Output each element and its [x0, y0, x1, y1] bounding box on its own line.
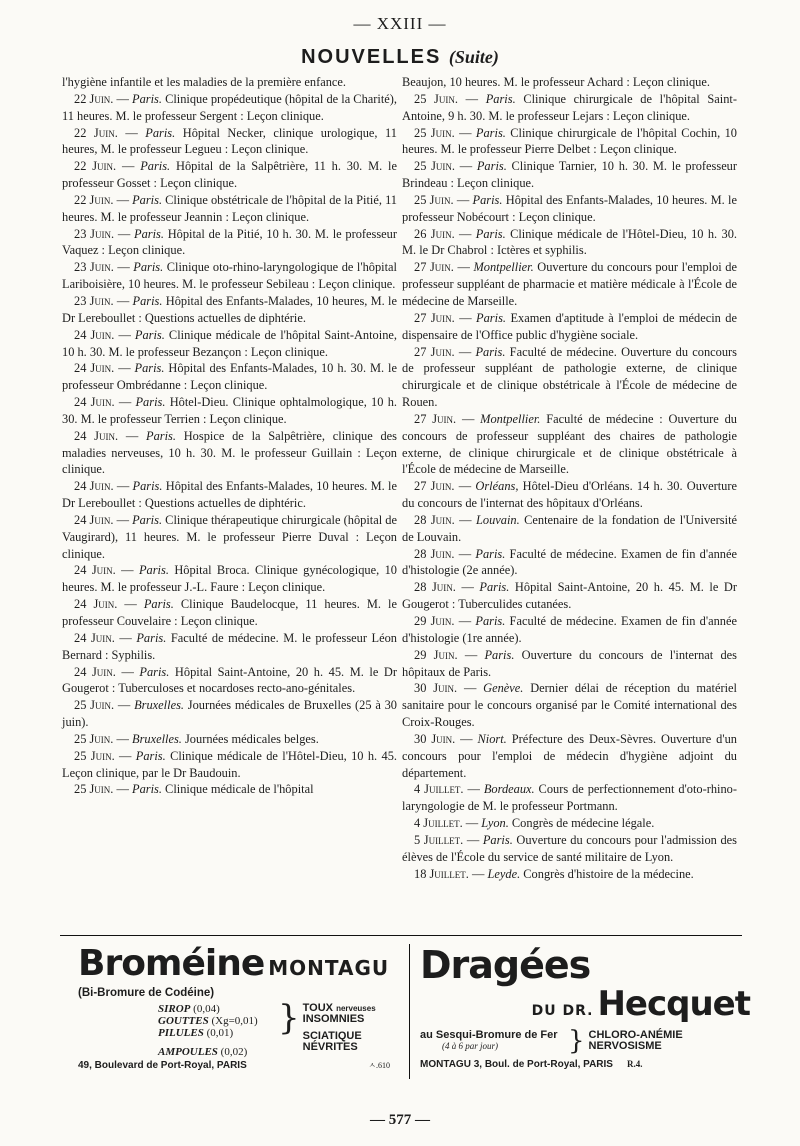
entry-date: 28 Juin.: [414, 580, 456, 595]
news-entry: 24 Juin. — Paris. Hôpital des Enfants-Malades, 10 heures. M. le Dr Lereboullet : Questions actuelles de diphtéric.: [62, 479, 397, 511]
entry-date: 24 Juin.: [74, 327, 115, 342]
form-ampoules: AMPOULES (0,02): [158, 1046, 248, 1058]
indication-sciatique: SCIATIQUE: [302, 1030, 362, 1042]
entry-text: Clinique chirurgicale de l'hôpital Saint-Antoine, 9 h. 30. M. le professeur Lejars : Leçon clinique.: [402, 91, 737, 123]
entry-city: Bruxelles.: [132, 731, 182, 746]
advert-divider: [409, 944, 410, 1079]
entry-city: Paris.: [135, 395, 166, 410]
entry-text: Clinique Tarnier, 10 h. 30. M. le professeur Brindeau : Leçon clinique.: [402, 159, 738, 191]
entry-date: 23 Juin.: [74, 293, 114, 308]
form-gouttes: GOUTTES (Xg=0,01): [158, 1015, 258, 1027]
advert-dragees-address: MONTAGU 3, Boul. de Port-Royal, PARIS: [420, 1059, 613, 1070]
entry-text: Ouverture du concours de l'internat des hôpitaux de Paris.: [402, 647, 738, 679]
entry-text: Hôtel-Dieu. Clinique ophtalmologique, 10 h. 30. M. le professeur Terrien : Leçon clinique.: [62, 395, 397, 426]
news-entry: 23 Juin. — Paris. Hôpital de la Pitié, 10 h. 30. M. le professeur Vaquez : Leçon clinique.: [62, 226, 398, 258]
entry-date: 22 Juin.: [74, 91, 114, 106]
indication-nevrites: NÉVRITES: [302, 1041, 358, 1053]
entry-date: 22 Juin.: [74, 159, 117, 174]
entry-date: 23 Juin.: [74, 260, 114, 275]
entry-date: 24 Juin.: [74, 361, 115, 376]
advert-dragees-doctor: Hecquet: [597, 984, 750, 1024]
news-entry: 29 Juin. — Paris. Faculté de médecine. Examen de fin d'année d'histologie (1re année).: [402, 614, 737, 645]
news-entry: 25 Juin. — Bruxelles. Journées médicales belges.: [74, 731, 319, 746]
entry-text: Faculté de médecine. Examen de fin d'année d'histologie (2e année).: [402, 546, 737, 578]
entry-text: Journées médicales de Bruxelles (25 à 30 juin).: [62, 698, 398, 730]
entry-city: Paris.: [475, 546, 506, 561]
entry-text: Hôpital des Enfants-Malades, 10 heures. M. le Dr Lereboullet : Questions actuelles de diphtéric.: [62, 479, 397, 511]
entry-city: Paris.: [132, 512, 163, 527]
entry-date: 5 Juillet.: [414, 832, 464, 847]
entry-text: Clinique oto-rhino-laryngologique de l'hôpital Lariboisière, 10 heures. M. le professeur Sebileau : Leçon clinique.: [62, 260, 398, 292]
entry-text: l'hygiène infantile et les maladies de la première enfance.: [62, 75, 346, 89]
entry-date: 27 Juin.: [414, 260, 454, 275]
entry-text: Faculté de médecine : Ouverture du concours de professeur suppléant des chaires de pathologie externe, de clinique chirurgicale et de clinique obstétricale à l'École de médecine de Marseille.: [402, 411, 737, 477]
news-entry: 25 Juin. — Paris. Clinique médicale de l'Hôtel-Dieu, 10 h. 45. Leçon clinique, par le Dr Baudouin.: [62, 748, 397, 780]
entry-date: 27 Juin.: [414, 479, 455, 494]
entry-date: 22 Juin.: [74, 192, 114, 207]
entry-date: 27 Juin.: [414, 310, 455, 325]
entry-city: Paris.: [476, 159, 507, 174]
entry-text: Préfecture des Deux-Sèvres. Ouverture d'un concours pour l'emploi de médecin d'hygiène adjoint du département.: [402, 731, 738, 780]
news-entry: 22 Juin. — Paris. Clinique obstétricale de l'hôpital de la Pitié, 11 heures. M. le professeur Jeannin : Leçon clinique.: [62, 192, 398, 224]
heading-suite: (Suite): [448, 47, 499, 67]
entry-text: Clinique obstétricale de l'hôpital de la Pitié, 11 heures. M. le professeur Jeannin : Leçon clinique.: [62, 192, 398, 224]
entry-date: 26 Juin.: [414, 226, 455, 241]
entry-text: Hôpital de la Salpêtrière, 11 h. 30. M. le professeur Gosset : Leçon clinique.: [62, 159, 397, 191]
news-entry: 28 Juin. — Paris. Faculté de médecine. Examen de fin d'année d'histologie (2e année).: [402, 546, 737, 578]
news-entry: 25 Juin. — Paris. Hôpital des Enfants-Malades, 10 heures. M. le professeur Nobécourt : Leçon clinique.: [402, 192, 737, 224]
entry-city: Paris.: [479, 580, 510, 595]
entry-date: 27 Juin.: [414, 344, 455, 359]
entry-text: Beaujon, 10 heures. M. le professeur Achard : Leçon clinique.: [402, 75, 710, 89]
entry-text: Faculté de médecine. M. le professeur Léon Bernard : Syphilis.: [62, 630, 398, 662]
entry-date: 25 Juin.: [74, 748, 115, 763]
brace-glyph: }: [278, 998, 300, 1038]
news-entry: [62, 74, 397, 91]
entry-city: Lyon.: [481, 816, 509, 831]
entry-date: 4 Juillet.: [414, 816, 463, 831]
entry-city: Paris.: [132, 192, 163, 207]
news-entry: 25 Juin. — Bruxelles. Journées médicales de Bruxelles (25 à 30 juin).: [62, 698, 398, 730]
news-entry: 25 Juin. — Paris. Clinique chirurgicale de l'hôpital Cochin, 10 heures. M. le professeur Pierre Delbet : Leçon clinique.: [402, 125, 737, 157]
entry-date: 30 Juin.: [414, 731, 456, 746]
page-number: — 577 —: [370, 1112, 430, 1128]
entry-city: Bordeaux.: [483, 782, 535, 797]
news-entry: 5 Juillet. — Paris. Ouverture du concours pour l'admission des élèves de l'École du service de santé militaire de Lyon.: [402, 832, 737, 864]
entry-city: Paris.: [143, 597, 174, 612]
roman-page-number: — XXIII —: [353, 14, 447, 33]
advert-bromeine-forms: [158, 1003, 278, 1058]
advert-dragees-footer: [420, 1059, 750, 1070]
news-entry: 22 Juin. — Paris. Hôpital Necker, clinique urologique, 11 heures, M. le professeur Legueu : Leçon clinique.: [62, 125, 397, 157]
entry-city: Paris.: [139, 664, 170, 679]
advert-dragees-doctor-line: [420, 984, 750, 1024]
entry-text: Clinique Baudelocque, 11 heures. M. le professeur Couvelaire : Leçon clinique.: [62, 597, 397, 628]
entry-date: 28 Juin.: [414, 512, 455, 527]
advert-dragees-composition: au Sesqui-Bromure de Fer: [420, 1029, 558, 1041]
entry-date: 25 Juin.: [74, 782, 114, 797]
brace-glyph: }: [568, 1026, 585, 1056]
news-entry: 24 Juin. — Paris. Hôpital Saint-Antoine, 20 h. 45. M. le Dr Gougerot : Tuberculoses et nocardoses recto-ano-génitales.: [62, 664, 397, 696]
entry-city: Louvain.: [475, 512, 520, 527]
news-entry: 22 Juin. — Paris. Hôpital de la Salpêtrière, 11 h. 30. M. le professeur Gosset : Leçon clinique.: [62, 159, 397, 191]
entry-text: Ouverture du concours pour l'emploi de professeur suppléant de pharmacie et matière médicale à l'École de médecine de Marseille.: [402, 260, 738, 308]
news-entry: 25 Juin. — Paris. Clinique chirurgicale de l'hôpital Saint-Antoine, 9 h. 30. M. le professeur Lejars : Leçon clinique.: [402, 91, 737, 123]
advert-dragees-dose: (4 à 6 par jour): [442, 1041, 498, 1051]
entry-city: Leyde.: [487, 866, 521, 881]
entry-date: 25 Juin.: [74, 698, 115, 713]
entry-text: Hospice de la Salpêtrière, clinique des maladies nerveuses, 10 h. 30. M. le professeur Guillain : Leçon clinique.: [62, 428, 397, 477]
entry-text: Faculté de médecine. Examen de fin d'année d'histologie (1re année).: [402, 614, 737, 645]
news-entry: 25 Juin. — Paris. Clinique médicale de l'hôpital: [74, 782, 314, 797]
advert-dragees-composition-block: [420, 1026, 750, 1056]
news-entry: 23 Juin. — Paris. Clinique oto-rhino-laryngologique de l'hôpital Lariboisière, 10 heures. M. le professeur Sebileau : Leçon clinique.: [62, 260, 398, 292]
entry-date: 4 Juillet.: [414, 782, 464, 797]
entry-text: Hôpital de la Pitié, 10 h. 30. M. le professeur Vaquez : Leçon clinique.: [62, 226, 398, 258]
indication-toux: TOUX nerveuses: [302, 1002, 376, 1014]
entry-text: Congrès d'histoire de la médecine.: [520, 866, 694, 881]
entry-city: Paris.: [132, 479, 163, 494]
advert-dragees-code: R.4.: [626, 1059, 643, 1069]
entry-date: 24 Juin.: [74, 563, 116, 578]
news-entry: 27 Juin. — Montpellier. Faculté de médecine : Ouverture du concours de professeur suppléant des chaires de pathologie externe, de clinique chirurgicale et de clinique obstétricale à l'École de médecine de Marseille.: [402, 411, 737, 477]
indication-nervosisme: NERVOSISME: [588, 1040, 662, 1052]
entry-text: Clinique chirurgicale de l'hôpital Cochin, 10 heures. M. le professeur Pierre Delbet : Leçon clinique.: [402, 125, 737, 157]
entry-date: 28 Juin.: [414, 546, 455, 561]
advert-bromeine-subtitle: (Bi-Bromure de Codéine): [78, 987, 215, 999]
entry-city: Paris.: [485, 91, 516, 106]
news-entry: 24 Juin. — Paris. Clinique thérapeutique chirurgicale (hôpital de Vaugirard), 11 heures. M. le professeur Pierre Duval : Leçon clinique.: [62, 512, 397, 561]
news-entry: 4 Juillet. — Bordeaux. Cours de perfectionnement d'oto-rhino-laryngologie de M. le professeur Portmann.: [402, 782, 738, 814]
entry-text: Dernier délai de réception du matériel sanitaire pour le concours organisé par le Comité international des Croix-Rouges.: [402, 681, 737, 730]
entry-text: Examen d'aptitude à l'emploi de médecin de dispensaire de l'Office public d'hygiène sociale.: [402, 310, 737, 342]
entry-date: 23 Juin.: [74, 226, 115, 241]
entry-city: Paris.: [482, 832, 513, 847]
entry-text: Hôtel-Dieu d'Orléans. 14 h. 30. Ouverture du concours de l'internat des hôpitaux d'Orléans.: [402, 479, 738, 511]
entry-city: Montpellier.: [473, 260, 534, 275]
entry-text: Clinique médicale de l'Hôtel-Dieu, 10 h. 45. Leçon clinique, par le Dr Baudouin.: [62, 748, 397, 780]
entry-date: 24 Juin.: [74, 512, 114, 527]
advert-dragees-brand: Dragées: [420, 943, 591, 987]
advert-bromeine: [78, 944, 400, 1079]
entry-text: Centenaire de la fondation de l'Université de Louvain.: [402, 512, 738, 544]
entry-date: 29 Juin.: [414, 614, 455, 628]
news-entry: 28 Juin. — Paris. Hôpital Saint-Antoine, 20 h. 45. M. le Dr Gougerot : Tuberculides cutanées.: [402, 580, 737, 612]
entry-city: Paris.: [132, 91, 162, 106]
entry-date: 27 Juin.: [414, 411, 457, 426]
news-entry: 24 Juin. — Paris. Clinique médicale de l'hôpital Saint-Antoine, 10 h. 30. M. le professeur Bezançon : Leçon clinique.: [62, 327, 397, 359]
entry-city: Paris.: [475, 226, 506, 241]
news-entry: [402, 74, 737, 91]
entry-text: Clinique propédeutique (hôpital de la Charité), 11 heures. M. le professeur Sergent : Leçon clinique.: [62, 91, 398, 123]
entry-text: Cours de perfectionnement d'oto-rhino-laryngologie de M. le professeur Portmann.: [402, 782, 738, 814]
entry-text: Faculté de médecine. Ouverture du concours de professeur suppléant de pathologie externe, de clinique chirurgicale et de clinique obstétricale à l'École de médecine de Rouen.: [402, 344, 738, 410]
entry-date: 18 Juillet.: [414, 866, 469, 881]
entry-city: Orléans,: [475, 479, 519, 494]
entry-city: Paris.: [133, 260, 164, 275]
entry-city: Paris.: [134, 361, 165, 376]
entry-date: 24 Juin.: [74, 479, 114, 494]
right-column: [402, 74, 737, 883]
entry-text: Ouverture du concours pour l'admission des élèves de l'École du service de santé militaire de Lyon.: [402, 832, 737, 864]
entry-date: 29 Juin.: [414, 647, 458, 662]
news-entry: 23 Juin. — Paris. Hôpital des Enfants-Malades, 10 heures, M. le Dr Lereboullet : Questions actuelles de diphtérie.: [62, 293, 397, 325]
advert-bromeine-forms-block: [158, 998, 400, 1058]
advert-dragees-hecquet: [420, 944, 750, 1079]
entry-text: Hôpital des Enfants-Malades, 10 heures, M. le Dr Lereboullet : Questions actuelles de diphtérie.: [62, 293, 397, 325]
section-heading: [0, 46, 800, 69]
entry-text: Hôpital des Enfants-Malades, 10 heures. M. le professeur Nobécourt : Leçon clinique.: [402, 192, 737, 224]
news-entry: 22 Juin. — Paris. Clinique propédeutique (hôpital de la Charité), 11 heures. M. le professeur Sergent : Leçon clinique.: [62, 91, 398, 123]
entry-city: Bruxelles.: [134, 698, 184, 713]
entry-date: 22 Juin.: [74, 125, 118, 140]
form-sirop: SIROP (0,04): [158, 1003, 220, 1015]
advert-bromeine-indications: [278, 998, 376, 1058]
entry-text: Hôpital des Enfants-Malades, 10 h. 30. M. le professeur Ombrédanne : Leçon clinique.: [62, 361, 397, 393]
entry-city: Montpellier.: [480, 411, 541, 426]
news-entry: 30 Juin. — Genève. Dernier délai de réception du matériel sanitaire pour le concours organisé par le Comité international des Croix-Rouges.: [402, 681, 737, 730]
separator-rule: [60, 935, 742, 936]
advert-bromeine-maker: MONTAGU: [268, 956, 390, 980]
entry-city: Paris.: [134, 327, 165, 342]
entry-date: 25 Juin.: [414, 125, 455, 140]
entry-text: Hôpital Necker, clinique urologique, 11 heures, M. le professeur Legueu : Leçon clinique.: [62, 125, 397, 157]
entry-city: Paris.: [484, 647, 515, 662]
form-pilules: PILULES (0,01): [158, 1027, 234, 1039]
entry-text: Congrès de médecine légale.: [508, 816, 655, 831]
advert-bromeine-address: 49, Boulevard de Port-Royal, PARIS: [78, 1060, 247, 1071]
news-entry: 27 Juin. — Paris. Examen d'aptitude à l'emploi de médecin de dispensaire de l'Office public d'hygiène sociale.: [402, 310, 737, 342]
entry-text: Hôpital Saint-Antoine, 20 h. 45. M. le Dr Gougerot : Tuberculides cutanées.: [402, 580, 737, 612]
entry-city: Paris.: [136, 630, 167, 645]
news-entry: 24 Juin. — Paris. Hospice de la Salpêtrière, clinique des maladies nerveuses, 10 h. 30. M. le professeur Guillain : Leçon clinique.: [62, 428, 397, 477]
news-entry: 24 Juin. — Paris. Hôpital Broca. Clinique gynécologique, 10 heures. M. le professeur J.-L. Faure : Leçon clinique.: [62, 563, 397, 595]
news-entry: 29 Juin. — Paris. Ouverture du concours de l'internat des hôpitaux de Paris.: [402, 647, 738, 679]
entry-date: 24 Juin.: [74, 664, 116, 679]
entry-city: Paris.: [138, 563, 169, 578]
news-entry: 24 Juin. — Paris. Hôtel-Dieu. Clinique ophtalmologique, 10 h. 30. M. le professeur Terrien : Leçon clinique.: [62, 395, 397, 426]
entry-text: Hôpital Saint-Antoine, 20 h. 45. M. le Dr Gougerot : Tuberculoses et nocardoses recto-ano-génitales.: [62, 664, 397, 696]
news-entry: 24 Juin. — Paris. Faculté de médecine. M. le professeur Léon Bernard : Syphilis.: [62, 630, 398, 662]
entry-date: 25 Juin.: [414, 159, 456, 174]
entry-city: Paris.: [146, 428, 176, 443]
entry-text: Clinique médicale de l'hôpital Saint-Antoine, 10 h. 30. M. le professeur Bezançon : Leçon clinique.: [62, 327, 397, 359]
entry-city: Paris.: [475, 125, 506, 140]
entry-date: 24 Juin.: [74, 630, 115, 645]
entry-date: 24 Juin.: [74, 428, 119, 443]
entry-date: 25 Juin.: [414, 91, 458, 106]
indication-chloro-anemie: CHLORO-ANÉMIE: [588, 1029, 683, 1041]
entry-city: Paris.: [475, 614, 506, 628]
left-column: [62, 74, 397, 798]
entry-text: Clinique thérapeutique chirurgicale (hôpital de Vaugirard), 11 heures. M. le professeur Pierre Duval : Leçon clinique.: [62, 512, 397, 561]
news-entry: 24 Juin. — Paris. Clinique Baudelocque, 11 heures. M. le professeur Couvelaire : Leçon clinique.: [62, 597, 397, 628]
entry-city: Niort.: [477, 731, 507, 746]
entry-city: Genève.: [483, 681, 524, 696]
entry-date: 30 Juin.: [414, 681, 458, 696]
news-entry: 25 Juin. — Paris. Clinique Tarnier, 10 h. 30. M. le professeur Brindeau : Leçon clinique.: [402, 159, 738, 191]
news-entry: 26 Juin. — Paris. Clinique médicale de l'Hôtel-Dieu, 10 h. 30. M. le Dr Chabrol : Ictères et syphilis.: [402, 226, 737, 258]
news-entry: 30 Juin. — Niort. Préfecture des Deux-Sèvres. Ouverture d'un concours pour l'emploi de médecin d'hygiène adjoint du département.: [402, 731, 738, 780]
entry-city: Paris.: [132, 782, 162, 797]
news-entry: 28 Juin. — Louvain. Centenaire de la fondation de l'Université de Louvain.: [402, 512, 738, 544]
entry-date: 25 Juin.: [414, 192, 454, 207]
entry-city: Paris.: [132, 293, 163, 308]
news-entry: 27 Juin. — Orléans, Hôtel-Dieu d'Orléans. 14 h. 30. Ouverture du concours de l'internat des hôpitaux d'Orléans.: [402, 479, 738, 511]
entry-text: Journées médicales belges.: [181, 731, 319, 746]
entry-date: 24 Juin.: [74, 597, 118, 612]
entry-date: 25 Juin.: [74, 731, 114, 746]
entry-text: Clinique médicale de l'Hôtel-Dieu, 10 h. 30. M. le Dr Chabrol : Ictères et syphilis.: [402, 226, 737, 258]
news-entry: 4 Juillet. — Lyon. Congrès de médecine légale.: [414, 816, 655, 831]
heading-title: NOUVELLES: [301, 46, 442, 68]
news-entry: 18 Juillet. — Leyde. Congrès d'histoire de la médecine.: [414, 866, 694, 881]
advert-dragees-du-dr: DU DR.: [531, 1003, 594, 1019]
entry-date: 24 Juin.: [74, 395, 115, 410]
advert-bromeine-footer: [78, 1060, 390, 1071]
entry-city: Paris.: [140, 159, 171, 174]
news-entry: 27 Juin. — Montpellier. Ouverture du concours pour l'emploi de professeur suppléant de pharmacie et matière médicale à l'École de médecine de Marseille.: [402, 260, 738, 308]
entry-city: Paris.: [134, 226, 164, 241]
entry-city: Paris.: [475, 344, 506, 359]
advert-bromeine-brand: Broméine: [78, 943, 265, 984]
entry-text: Hôpital Broca. Clinique gynécologique, 10 heures. M. le professeur J.-L. Faure : Leçon clinique.: [62, 563, 397, 595]
advert-bromeine-code: ㅅ.610: [368, 1061, 390, 1070]
entry-city: Paris.: [476, 310, 506, 325]
entry-city: Paris.: [472, 192, 503, 207]
news-entry: 27 Juin. — Paris. Faculté de médecine. Ouverture du concours de professeur suppléant de pathologie externe, de clinique chirurgicale et de clinique obstétricale à l'École de médecine de Rouen.: [402, 344, 738, 410]
entry-text: Clinique médicale de l'hôpital: [161, 782, 314, 797]
news-entry: 24 Juin. — Paris. Hôpital des Enfants-Malades, 10 h. 30. M. le professeur Ombrédanne : Leçon clinique.: [62, 361, 397, 393]
entry-city: Paris.: [145, 125, 176, 140]
indication-insomnies: INSOMNIES: [302, 1013, 365, 1025]
entry-city: Paris.: [135, 748, 166, 763]
